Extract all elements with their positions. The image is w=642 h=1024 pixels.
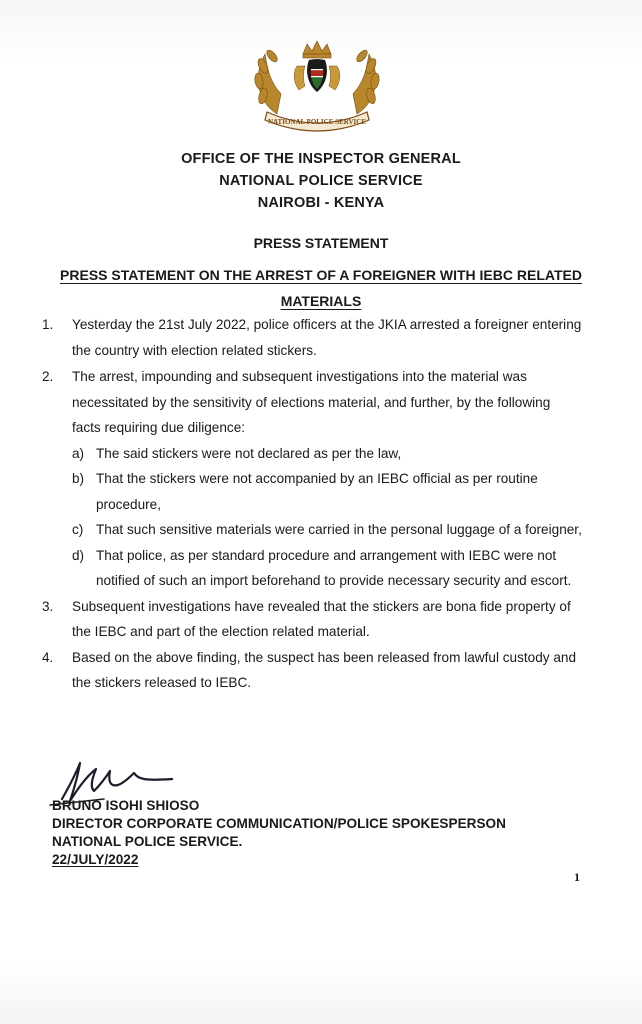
emblem-ribbon-text: NATIONAL POLICE SERVICE xyxy=(267,118,367,126)
statement-heading-text: PRESS STATEMENT ON THE ARREST OF A FOREIGNER WITH IEBC RELATED MATERIALS xyxy=(60,267,582,309)
sub-item-text: That police, as per standard procedure and arrangement with IEBC were not notified of such an import beforehand to provide necessary security and escort. xyxy=(96,547,572,588)
item-text: Based on the above finding, the suspect has been released from lawful custody and the stickers released to IEBC. xyxy=(72,649,577,690)
item-number: 3. xyxy=(42,598,54,614)
sub-item-letter: b) xyxy=(72,471,85,486)
item-number: 2. xyxy=(42,369,54,384)
item-number: 4. xyxy=(42,649,54,665)
statement-heading xyxy=(40,262,602,314)
sub-item-text: That such sensitive materials were carried in the personal luggage of a foreigner, xyxy=(96,522,582,537)
list-item xyxy=(0,312,642,363)
sub-item-letter: c) xyxy=(72,522,84,537)
office-line-2: NATIONAL POLICE SERVICE xyxy=(219,173,423,189)
statement-body xyxy=(0,312,642,696)
sub-list-item xyxy=(0,466,642,517)
sub-item-text: The said stickers were not declared as per the law, xyxy=(96,445,402,461)
item-text: The arrest, impounding and subsequent investigations into the material was necessitated by the sensitivity of elections material, and further, by the following facts requiring due diligence: xyxy=(72,369,551,435)
signatory-name: BRUNO ISOHI SHIOSO xyxy=(52,798,200,813)
item-text: Yesterday the 21st July 2022, police officers at the JKIA arrested a foreigner entering the country with election related stickers. xyxy=(72,317,582,358)
office-line-1: OFFICE OF THE INSPECTOR GENERAL xyxy=(181,151,461,167)
press-statement-label: PRESS STATEMENT xyxy=(253,235,389,251)
office-line-3: NAIROBI - KENYA xyxy=(257,195,385,211)
signatory-block xyxy=(52,797,506,869)
list-item xyxy=(0,645,642,696)
signatory-title: DIRECTOR CORPORATE COMMUNICATION/POLICE SPOKESPERSON xyxy=(52,816,506,831)
sub-item-letter: d) xyxy=(72,547,85,563)
list-item xyxy=(0,594,642,645)
list-item xyxy=(0,364,642,441)
sub-item-text: That the stickers were not accompanied by an IEBC official as per routine procedure, xyxy=(96,471,538,512)
sub-list-item xyxy=(0,441,642,467)
office-header xyxy=(0,148,642,214)
sub-item-letter: a) xyxy=(72,445,85,461)
sub-list-item xyxy=(0,543,642,594)
sub-list-item xyxy=(0,517,642,543)
page-number: 1 xyxy=(574,870,580,884)
signatory-org: NATIONAL POLICE SERVICE. xyxy=(52,834,243,849)
item-text: Subsequent investigations have revealed that the stickers are bona fide property of the IEBC and part of the election related material. xyxy=(72,598,571,639)
police-emblem-logo xyxy=(247,36,387,136)
item-number: 1. xyxy=(42,317,54,332)
statement-date: 22/JULY/2022 xyxy=(52,852,139,867)
